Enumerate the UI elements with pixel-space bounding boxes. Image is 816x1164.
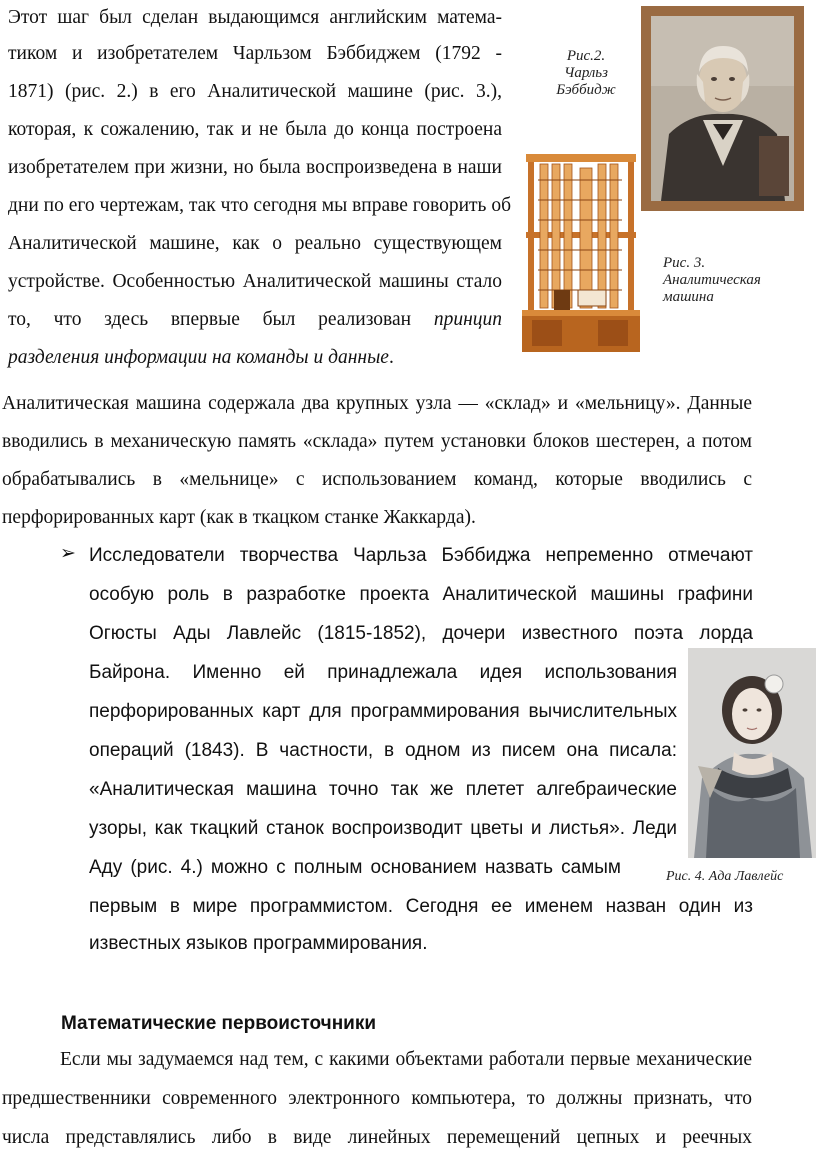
intro-line: устройстве. Особенностью Аналитической машины стало: [8, 271, 502, 292]
ada-lovelace-portrait: [688, 648, 816, 858]
intro-line: Аналитической машине, как о реально существующем: [8, 233, 502, 254]
fig4-caption: Рис. 4. Ада Лавлейс: [666, 869, 784, 884]
babbage-portrait: [641, 6, 804, 211]
intro-line: Этот шаг был сделан выдающимся английским матема-: [8, 7, 502, 28]
bullet-line: узоры, как ткацкий станок воспроизводит цветы и листья». Леди: [89, 818, 677, 839]
portrait-drawing: [651, 16, 794, 201]
emphasis-text: разделения информации на команды и данные: [8, 347, 389, 368]
bullet-line: операций (1843). В частности, в одном из писем она писала:: [89, 740, 677, 761]
intro-line: [8, 346, 502, 370]
section-heading: Математические первоисточники: [61, 1013, 377, 1034]
paragraph-line: предшественники современного электронного компьютера, то должны признать, что: [2, 1088, 752, 1109]
bullet-line: особую роль в разработке проекта Аналитической машины графини: [89, 584, 753, 605]
bullet-line: Исследователи творчества Чарльза Бэббиджа непременно отмечают: [89, 545, 753, 566]
bullet-line: Байрона. Именно ей принадлежала идея использования: [89, 662, 677, 683]
bullet-line: Огюсты Ады Лавлейс (1815-1852), дочери известного поэта лорда: [89, 623, 753, 644]
intro-line: дни по его чертежам, так что сегодня мы вправе говорить об: [8, 195, 512, 216]
paragraph-line: перфорированных карт (как в ткацком станке Жаккарда).: [2, 507, 476, 528]
bullet-line: перфорированных карт для программирования вычислительных: [89, 701, 677, 722]
fig3-caption: Рис. 3. Аналитическая машина: [663, 255, 761, 305]
intro-line-text: то, что здесь впервые был реализован: [8, 309, 412, 330]
paragraph-line: Если мы задумаемся над тем, с какими объектами работали первые механические: [60, 1049, 752, 1070]
paragraph-line: обрабатывались в «мельнице» с использованием команд, которые вводились с: [2, 469, 752, 490]
intro-line: изобретателем при жизни, но была воспроизведена в наши: [8, 157, 502, 178]
emphasis-text: принцип: [433, 309, 503, 330]
intro-line-text: .: [388, 347, 394, 368]
bullet-marker: ➢: [60, 543, 76, 564]
fig2-caption: Рис.2. Чарльз Бэббидж: [556, 48, 616, 98]
bullet-line: первым в мире программистом. Сегодня ее именем назван один из: [89, 896, 753, 917]
bullet-line: известных языков программирования.: [89, 933, 428, 954]
intro-line: [8, 308, 502, 332]
intro-line: тиком и изобретателем Чарльзом Бэббиджем (1792 -: [8, 43, 502, 64]
paragraph-line: Аналитическая машина содержала два крупных узла — «склад» и «мельницу». Данные: [2, 393, 752, 414]
intro-line: 1871) (рис. 2.) в его Аналитической машине (рис. 3.),: [8, 81, 502, 102]
bullet-line: Аду (рис. 4.) можно с полным основанием назвать самым: [89, 857, 621, 878]
paragraph-line: числа представлялись либо в виде линейных перемещений цепных и реечных: [2, 1127, 752, 1148]
bullet-line: «Аналитическая машина точно так же плетет алгебраические: [89, 779, 677, 800]
analytical-engine-image: [518, 140, 644, 358]
paragraph-line: вводились в механическую память «склада» путем установки блоков шестерен, а потом: [2, 431, 752, 452]
intro-line: которая, к сожалению, так и не была до конца построена: [8, 119, 502, 140]
